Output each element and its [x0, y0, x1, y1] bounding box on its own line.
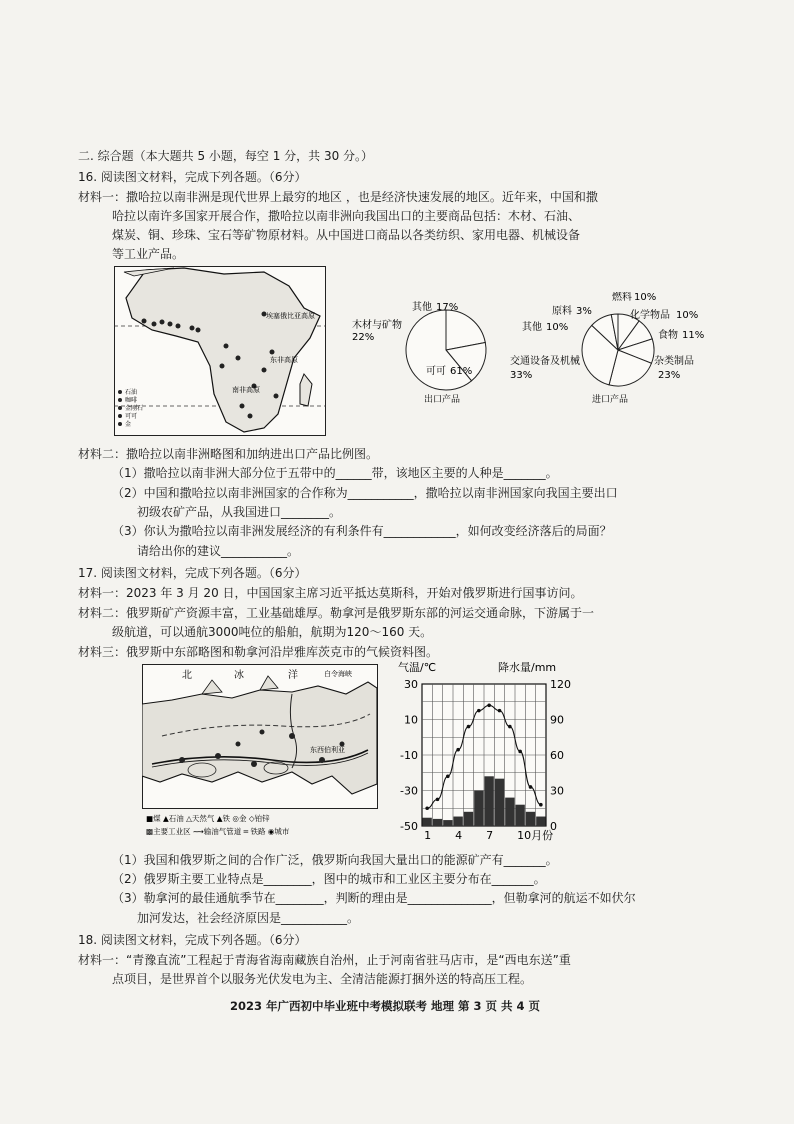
- import-label-misc: 杂类制品: [654, 356, 694, 367]
- import-caption: 进口产品: [592, 395, 629, 405]
- temp-point-9: [508, 725, 512, 729]
- temp-point-2: [436, 798, 440, 802]
- export-label-wood: 木材与矿物: [352, 320, 402, 331]
- precip-bar-9: [505, 798, 514, 826]
- y1-tick-2: -10: [400, 749, 418, 762]
- y1-tick-3: -30: [400, 784, 418, 798]
- temp-point-10: [518, 750, 522, 754]
- q17-title: 17. 阅读图文材料，完成下列各题。（6分）: [78, 566, 307, 580]
- import-label-raw: 原料: [552, 306, 572, 317]
- y1-tick-0: 30: [404, 678, 418, 691]
- precip-bar-1: [423, 818, 432, 826]
- map-label-south-africa: 南非高原: [232, 386, 260, 394]
- x-tick-1: 4: [455, 829, 463, 842]
- map-ocean-char3: 洋: [288, 670, 298, 681]
- q16-subq2-line2: 初级农矿产品，从我国进口________。: [137, 505, 342, 519]
- section-header: 二. 综合题（本大题共 5 小题，每空 1 分，共 30 分。）: [78, 149, 374, 163]
- y1-axis-label: 气温/℃: [398, 661, 437, 674]
- export-label-cocoa: 可可: [426, 366, 446, 377]
- y2-tick-3: 30: [550, 784, 564, 798]
- q18-material1-line1: 材料一：“青豫直流”工程起于青海省海南藏族自治州，止于河南省驻马店市，是“西电东送”重: [78, 953, 571, 967]
- q17-material1: 材料一：2023 年 3 月 20 日，中国国家主席习近平抵达莫斯科，开始对俄罗斯进行国事访问。: [78, 586, 583, 600]
- y1-tick-1: 10: [404, 713, 418, 727]
- x-tick-0: 1: [424, 829, 432, 842]
- temp-point-1: [425, 806, 429, 810]
- precip-bar-10: [516, 805, 525, 826]
- q16-material2: 材料二：撒哈拉以南非洲略图和加纳进出口产品比例图。: [78, 447, 379, 461]
- precip-bar-3: [443, 820, 452, 826]
- export-pct-cocoa: 61%: [450, 366, 473, 377]
- map-ocean-char2: 冰: [234, 670, 244, 681]
- export-caption: 出口产品: [424, 395, 461, 405]
- map-label-region: 东西伯利亚: [310, 746, 345, 754]
- legend-label-0: 石油: [125, 389, 138, 396]
- import-pct-transport: 33%: [510, 370, 533, 381]
- legend-symbol-2: [118, 406, 122, 410]
- precip-bar-11: [526, 812, 535, 826]
- legend-label-2: 金刚石: [125, 405, 144, 412]
- map-ocean-char1: 北: [182, 670, 192, 681]
- q17-subq1: （1）我国和俄罗斯之间的合作广泛，俄罗斯向我国大量出口的能源矿产有_______。: [112, 853, 558, 867]
- map-label-ethiopia: 埃塞俄比亚高原: [266, 312, 315, 320]
- export-pct-wood: 22%: [352, 332, 375, 343]
- q17-subq3-line1: （3）勒拿河的最佳通航季节在________，判断的理由是______________，但勒拿河的航运不如伏尔: [112, 891, 636, 905]
- y2-tick-0: 120: [550, 678, 571, 691]
- export-pie-chart: [350, 292, 495, 407]
- q16-material1-line1: 材料一：撒哈拉以南非洲是现代世界上最穷的地区 ，也是经济快速发展的地区。近年来，中国和撒: [78, 190, 598, 204]
- africa-map: [114, 266, 326, 436]
- q16-subq1: （1）撒哈拉以南非洲大部分位于五带中的______带，该地区主要的人种是_______。: [112, 466, 558, 480]
- import-label-chem: 化学物品: [630, 310, 670, 321]
- russia-legend-row1: ■煤 ▲石油 △天然气 ▲铁 ◎金 ◇铂锌: [146, 814, 270, 823]
- import-pct-chem: 10%: [676, 310, 699, 321]
- temp-point-8: [498, 709, 502, 713]
- temp-point-6: [477, 709, 481, 713]
- import-label-other: 其他: [522, 322, 542, 333]
- y2-tick-4: 0: [550, 820, 557, 833]
- x-tick-2: 7: [486, 829, 494, 842]
- q18-title: 18. 阅读图文材料，完成下列各题。（6分）: [78, 933, 307, 947]
- legend-symbol-3: [118, 414, 122, 418]
- precip-bar-8: [495, 779, 504, 826]
- precip-bar-7: [485, 776, 494, 826]
- export-pct-other: 17%: [436, 302, 459, 313]
- russia-legend-row2: ▩主要工业区 ⟿输油气管道 ═ 铁路 ◉城市: [146, 827, 290, 836]
- precip-bar-12: [536, 817, 545, 826]
- y2-tick-1: 90: [550, 713, 564, 727]
- y1-tick-4: -50: [400, 820, 418, 833]
- import-label-fuel: 燃料: [612, 292, 632, 303]
- precip-bar-4: [454, 817, 463, 826]
- russia-map: [142, 664, 378, 838]
- import-label-food: 食物: [658, 330, 678, 341]
- y2-axis-label: 降水量/mm: [498, 661, 557, 674]
- temp-point-4: [456, 748, 460, 752]
- temp-point-7: [487, 704, 491, 708]
- climate-chart: [388, 658, 588, 844]
- legend-label-4: 金: [125, 421, 132, 428]
- legend-symbol-4: [118, 422, 122, 426]
- q16-title: 16. 阅读图文材料，完成下列各题。（6分）: [78, 170, 307, 184]
- map-label-bering: 白令海峡: [324, 670, 352, 678]
- import-pct-misc: 23%: [658, 370, 681, 381]
- q17-subq3-line2: 加河发达，社会经济原因是___________。: [137, 911, 360, 925]
- q17-subq2: （2）俄罗斯主要工业特点是________，图中的城市和工业区主要分布在_______。: [112, 872, 546, 886]
- import-pct-raw: 3%: [576, 306, 592, 317]
- q16-subq2-line1: （2）中国和撒哈拉以南非洲国家的合作称为___________，撒哈拉以南非洲国家向我国主要出口: [112, 486, 618, 500]
- legend-symbol-1: [118, 398, 122, 402]
- q16-material1-line2: 哈拉以南许多国家开展合作，撒哈拉以南非洲向我国出口的主要商品包括：木材、石油、: [112, 209, 581, 223]
- legend-symbol-0: [118, 390, 122, 394]
- q18-material1-line2: 点项目，是世界首个以服务光伏发电为主、全清洁能源打捆外送的特高压工程。: [112, 972, 533, 986]
- page-footer: 2023 年广西初中毕业班中考模拟联考 地理 第 3 页 共 4 页: [230, 999, 541, 1013]
- q17-material2-line1: 材料二：俄罗斯矿产资源丰富，工业基础雄厚。勒拿河是俄罗斯东部的河运交通命脉，下游属于一: [78, 606, 595, 620]
- import-pct-food: 11%: [682, 330, 705, 341]
- import-label-transport: 交通设备及机械: [510, 356, 580, 367]
- q17-material3: 材料三：俄罗斯中东部略图和勒拿河沿岸雅库茨克市的气候资料图。: [78, 645, 439, 659]
- q16-subq3-line2: 请给出你的建议___________。: [137, 544, 300, 558]
- import-pct-fuel: 10%: [634, 292, 657, 303]
- temp-point-12: [539, 803, 543, 807]
- temp-point-11: [529, 785, 533, 789]
- export-label-other: 其他: [412, 302, 432, 313]
- legend-label-3: 可可: [125, 413, 138, 420]
- legend-label-1: 咖啡: [125, 397, 138, 404]
- x-tick-3: 10月份: [517, 829, 554, 842]
- y2-tick-2: 60: [550, 749, 564, 762]
- precip-bar-2: [433, 819, 442, 826]
- import-pie-chart: [508, 292, 708, 407]
- temp-point-5: [467, 725, 471, 729]
- temp-point-3: [446, 775, 450, 779]
- q16-material1-line4: 等工业产品。: [112, 247, 185, 261]
- import-pct-other: 10%: [546, 322, 569, 333]
- map-label-east-africa: 东非高原: [270, 356, 298, 364]
- q16-subq3-line1: （3）你认为撒哈拉以南非洲发展经济的有利条件有____________，如何改变经济落后的局面？: [112, 524, 612, 538]
- q17-material2-line2: 级航道，可以通航3000吨位的船舶，航期为120～160 天。: [112, 625, 433, 639]
- q16-material1-line3: 煤炭、铜、珍珠、宝石等矿物原材料。从中国进口商品以各类纺织、家用电器、机械设备: [112, 228, 581, 242]
- precip-bar-6: [474, 791, 483, 827]
- precip-bar-5: [464, 812, 473, 826]
